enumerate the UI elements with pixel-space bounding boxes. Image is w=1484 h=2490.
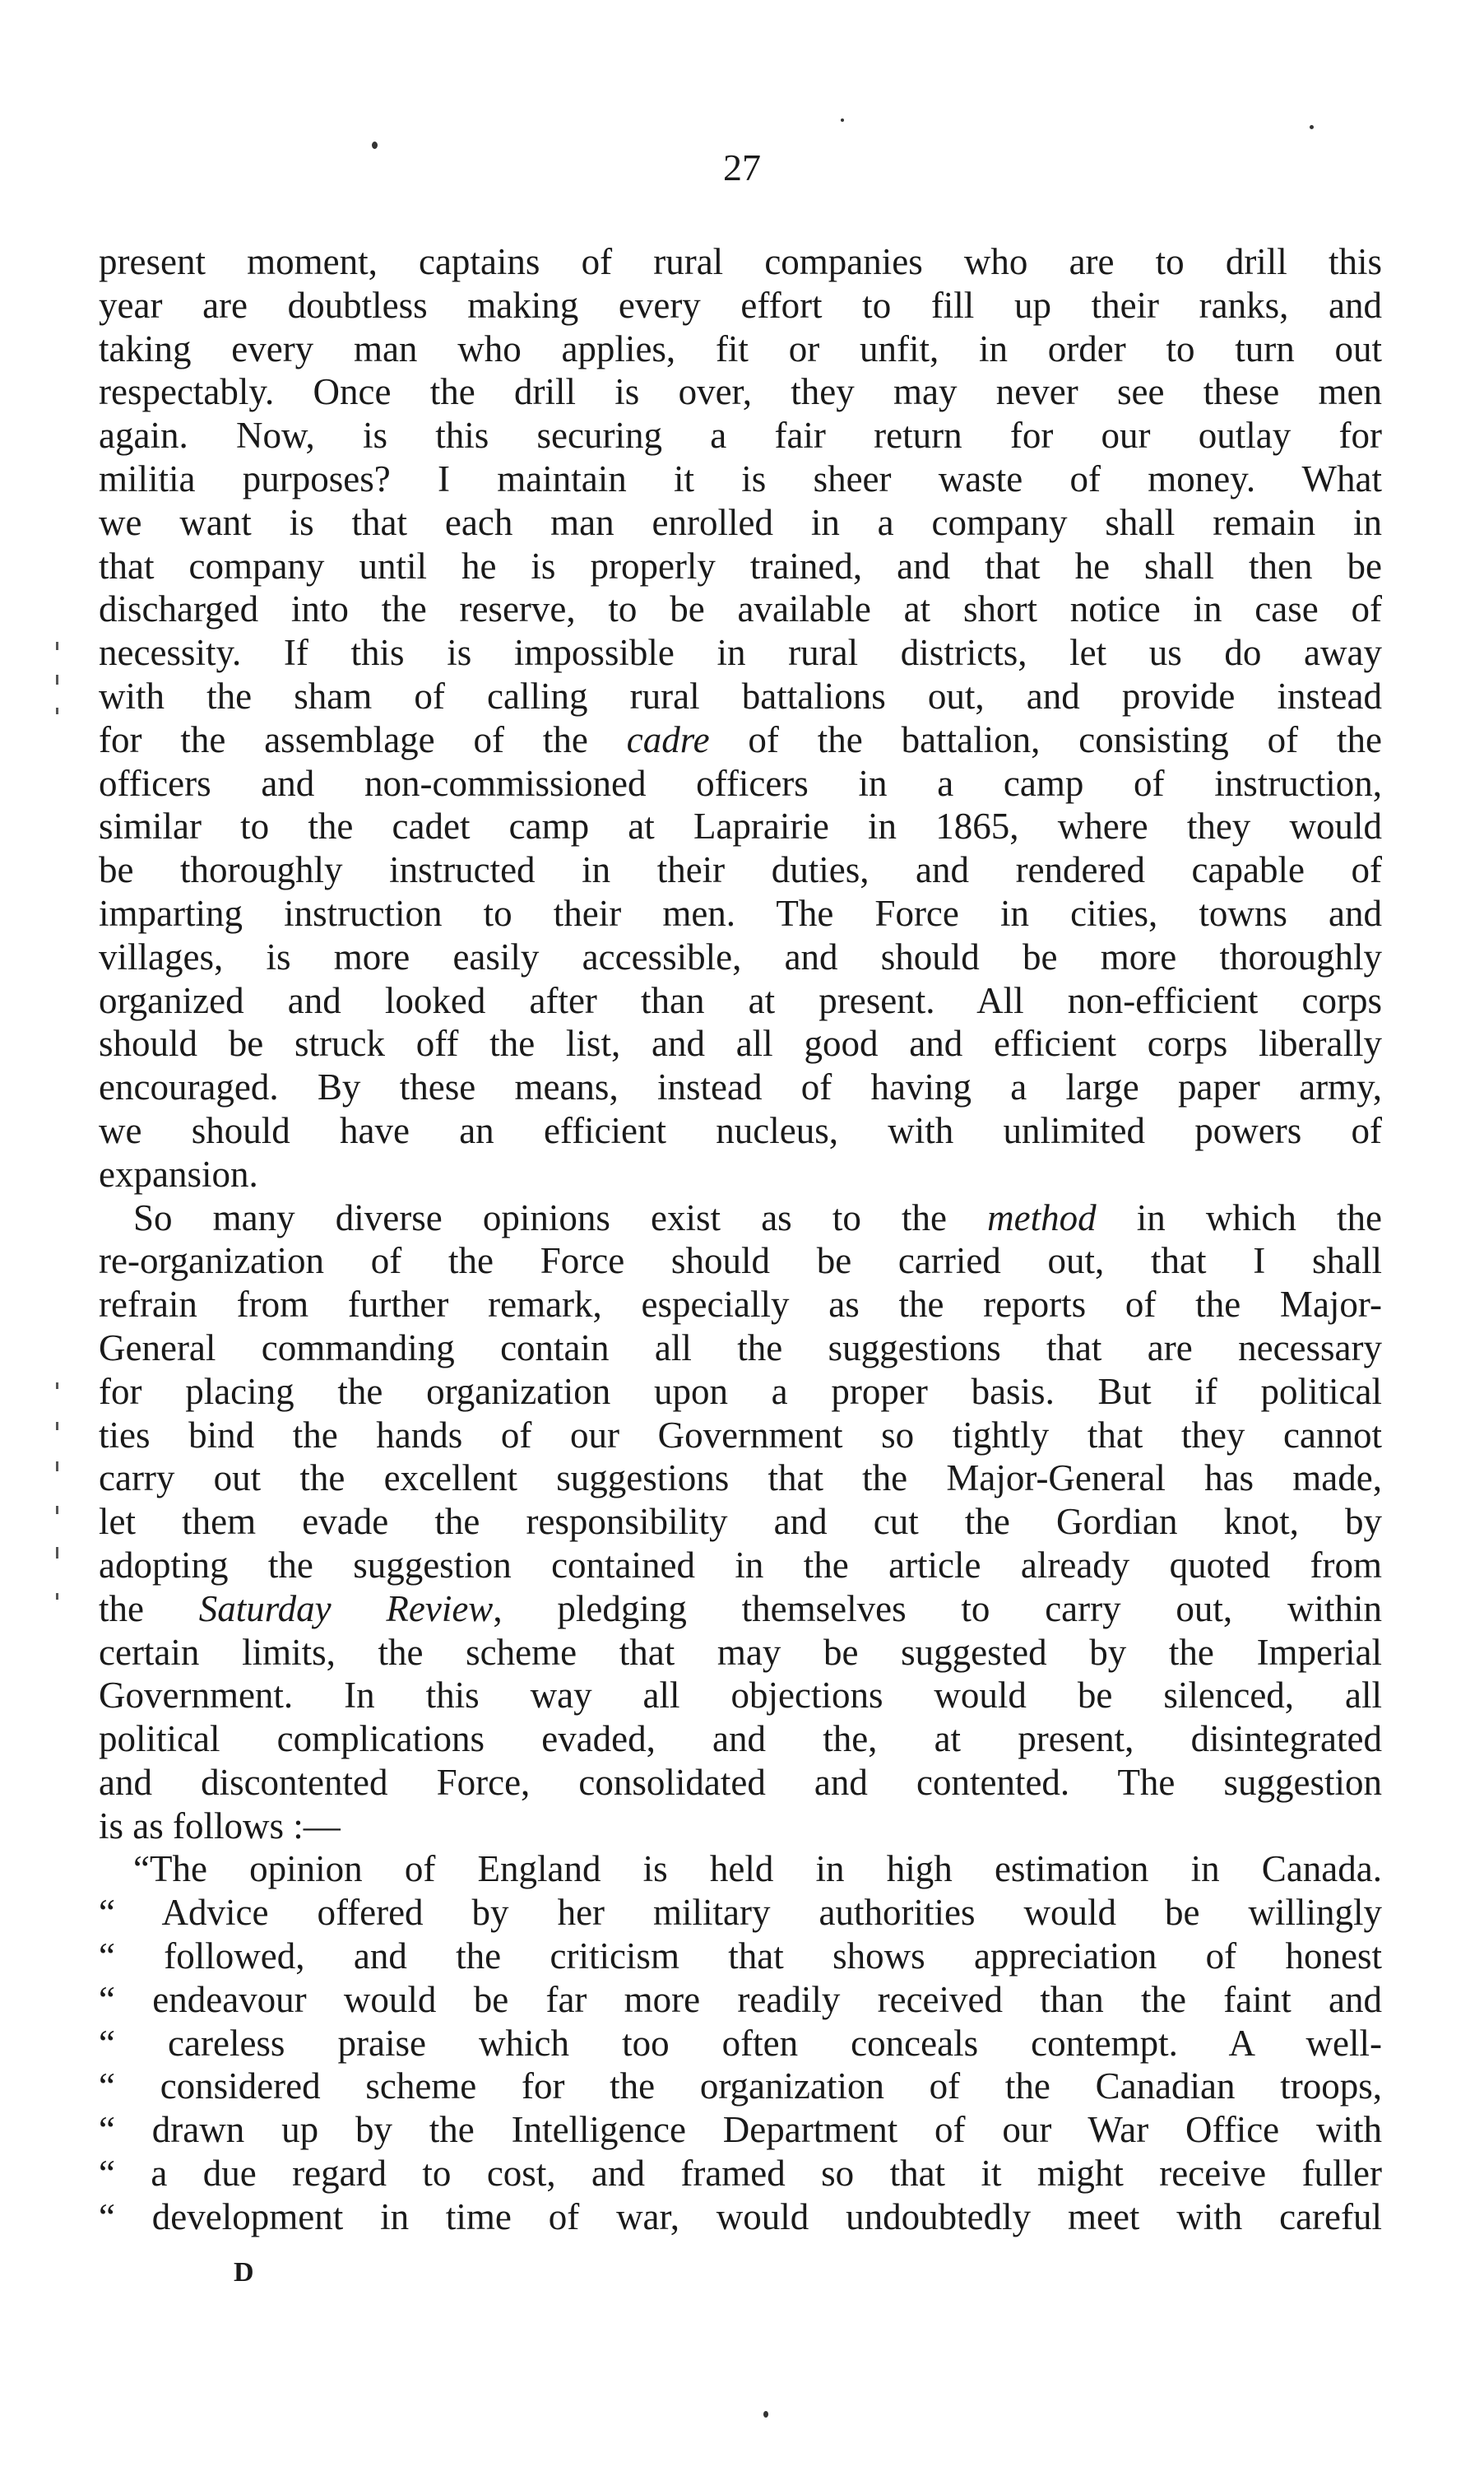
text-line: organized and looked after than at present. All non-efficient corps [99,979,1382,1021]
text-line: “The opinion of England is held in high estimation in Canada. [133,1848,1382,1890]
text-line: year are doubtless making every effort to fill up their ranks, and [99,284,1382,326]
text-line: for the assemblage of the cadre of the battalion, consisting of the [99,718,1382,760]
text-line: be thoroughly instructed in their duties, and rendered capable of [99,849,1382,891]
text-line: again. Now, is this securing a fair return for our outlay for [99,415,1382,457]
text-line: is as follows :— [99,1805,341,1847]
text-line: discharged into the reserve, to be available at short notice in case of [99,588,1382,630]
text-line: and discontented Force, consolidated and contented. The suggestion [99,1761,1382,1803]
text-line: Government. In this way all objections would be silenced, all [99,1675,1382,1717]
page-number: 27 [723,146,761,188]
text-line: “ Advice offered by her military authorities would be willingly [99,1892,1382,1934]
text-line: certain limits, the scheme that may be suggested by the Imperial [99,1631,1382,1673]
text-line: political complications evaded, and the, at present, disintegrated [99,1718,1382,1760]
margin-tick [56,1461,58,1471]
text-line: the Saturday Review, pledging themselves to carry out, within [99,1587,1382,1629]
text-line: So many diverse opinions exist as to the method in which the [133,1196,1383,1238]
text-line: adopting the suggestion contained in the article already quoted from [99,1544,1382,1586]
text-line: let them evade the responsibility and cut the Gordian knot, by [99,1501,1382,1543]
text-line: with the sham of calling rural battalions out, and provide instead [99,675,1382,717]
margin-marks [56,642,61,741]
margin-tick [56,1547,58,1559]
text-line: imparting instruction to their men. The Force in cities, towns and [99,892,1382,934]
text-line: General commanding contain all the suggestions that are necessary [99,1326,1382,1368]
margin-marks [56,1382,61,1629]
text-line: “ followed, and the criticism that shows appreciation of honest [99,1935,1382,1977]
text-line: refrain from further remark, especially as the reports of the Major- [99,1284,1382,1326]
text-line: “ drawn up by the Intelligence Department of our War Office with [99,2109,1382,2151]
body-text [99,240,1382,2239]
text-line: present moment, captains of rural companies who are to drill this [99,241,1382,282]
text-line: militia purposes? I maintain it is sheer waste of money. What [99,458,1382,499]
text-line: expansion. [99,1153,258,1195]
text-line: re-organization of the Force should be carried out, that I shall [99,1240,1382,1282]
text-line: should be struck off the list, and all good and efficient corps liberally [99,1023,1382,1065]
signature-mark: D [234,2257,254,2288]
text-line: taking every man who applies, fit or unfit, in order to turn out [99,328,1382,369]
margin-tick [56,675,58,685]
text-line: carry out the excellent suggestions that the Major-General has made, [99,1457,1382,1499]
text-line: officers and non-commissioned officers in a camp of instruction, [99,762,1382,804]
text-line: we want is that each man enrolled in a company shall remain in [99,501,1382,543]
margin-tick [56,1593,58,1600]
margin-tick [56,642,58,650]
print-speck [763,2411,768,2418]
text-line: for placing the organization upon a proper basis. But if political [99,1370,1382,1412]
text-line: “ endeavour would be far more readily received than the faint and [99,1978,1382,2020]
text-line: ties bind the hands of our Government so tightly that they cannot [99,1414,1382,1456]
print-speck [1310,125,1314,129]
text-line: villages, is more easily accessible, and should be more thoroughly [99,936,1382,978]
text-line: similar to the cadet camp at Laprairie in 1865, where they would [99,806,1382,848]
margin-tick [56,1506,58,1514]
margin-tick [56,1382,58,1389]
text-line: encouraged. By these means, instead of having a large paper army, [99,1066,1382,1108]
text-line: “ considered scheme for the organization of the Canadian troops, [99,2065,1382,2107]
text-line: “ development in time of war, would undoubtedly meet with careful [99,2195,1382,2237]
margin-tick [56,708,58,714]
margin-tick [56,1422,58,1430]
print-speck [841,118,844,122]
text-line: “ careless praise which too often conceals contempt. A well- [99,2022,1382,2064]
text-line: we should have an efficient nucleus, with unlimited powers of [99,1109,1382,1151]
text-line: necessity. If this is impossible in rural districts, let us do away [99,632,1382,674]
text-line: respectably. Once the drill is over, they may never see these men [99,371,1382,413]
text-line: “ a due regard to cost, and framed so that it might receive fuller [99,2153,1382,2195]
text-line: that company until he is properly trained, and that he shall then be [99,545,1382,587]
